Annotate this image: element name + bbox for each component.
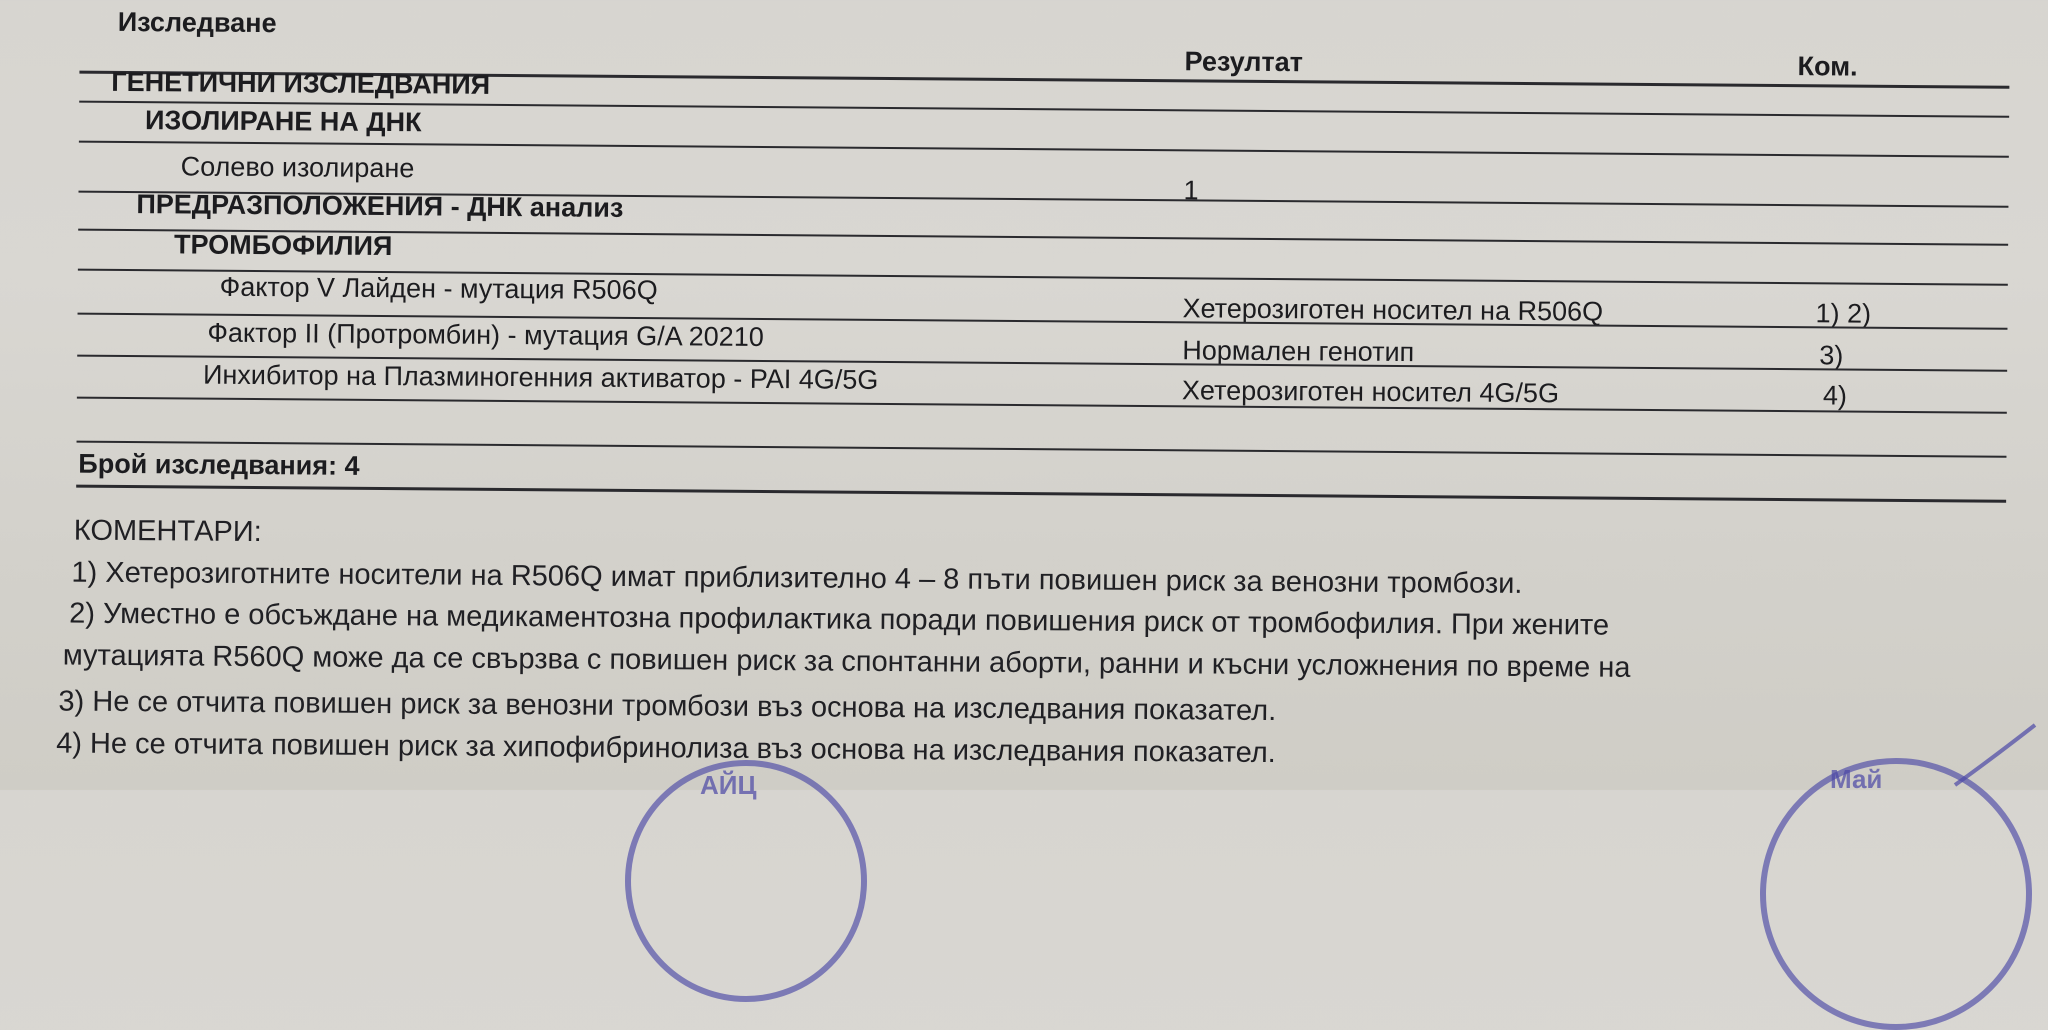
stamp-right-icon	[1760, 758, 2032, 1030]
test-salt-isolation: Солево изолиране	[180, 151, 415, 184]
comments-title: КОМЕНТАРИ:	[73, 514, 262, 549]
row-rule	[77, 441, 2007, 458]
comment-factor-ii: 3)	[1819, 340, 1844, 371]
stamp-left-text: АЙЦ	[700, 770, 757, 800]
section-thrombophilia: ТРОМБОФИЛИЯ	[173, 229, 393, 262]
test-pai: Инхибитор на Плазминогенния активатор - PAI 4G/5G	[202, 359, 879, 395]
comment-line-4: 4) Не се отчита повишен риск за хипофибринолиза въз основа на изследвания показател.	[56, 727, 1276, 770]
result-pai: Хетерозиготен носител 4G/5G	[1181, 375, 1560, 409]
column-header-study: Изследване	[117, 6, 277, 39]
comment-line-1: 1) Хетерозиготните носители на R506Q имат приблизително 4 – 8 пъти повишен риск за венозни тромбози.	[71, 556, 1523, 600]
column-header-result: Резултат	[1184, 46, 1304, 78]
section-genetic-tests: ГЕНЕТИЧНИ ИЗСЛЕДВАНИЯ	[111, 66, 491, 100]
result-factor-ii: Нормален генотип	[1182, 335, 1415, 368]
test-factor-ii: Фактор II (Протромбин) - мутация G/A 20210	[207, 317, 764, 353]
result-factor-v-leiden: Хетерозиготен носител на R506Q	[1182, 293, 1604, 327]
result-salt-isolation: 1	[1183, 175, 1199, 206]
test-factor-v-leiden: Фактор V Лайден - мутация R506Q	[219, 271, 658, 306]
signature-icon	[1950, 720, 2040, 790]
comment-pai: 4)	[1822, 380, 1848, 411]
section-predisposition: ПРЕДРАЗПОЛОЖЕНИЯ - ДНК анализ	[136, 189, 624, 223]
row-rule	[77, 397, 2007, 414]
stamp-right-text: Май	[1830, 764, 1883, 794]
column-header-comment: Ком.	[1797, 51, 1858, 82]
comment-line-2: 2) Уместно е обсъждане на медикаментозна профилактика поради повишения риск от тромбофилия. При жените	[69, 597, 1610, 642]
comment-line-3: 3) Не се отчита повишен риск за венозни тромбози въз основа на изследвания показател.	[58, 685, 1277, 728]
summary-rule	[76, 485, 2006, 503]
section-dna-isolation: ИЗОЛИРАНЕ НА ДНК	[144, 105, 422, 138]
comment-factor-v-leiden: 1) 2)	[1815, 298, 1872, 329]
comment-line-2-continued: мутацията R560Q може да се свързва с повишен риск за спонтанни аборти, ранни и късни усложнения по време на	[62, 639, 1631, 684]
test-count: Брой изследвания: 4	[78, 448, 360, 481]
